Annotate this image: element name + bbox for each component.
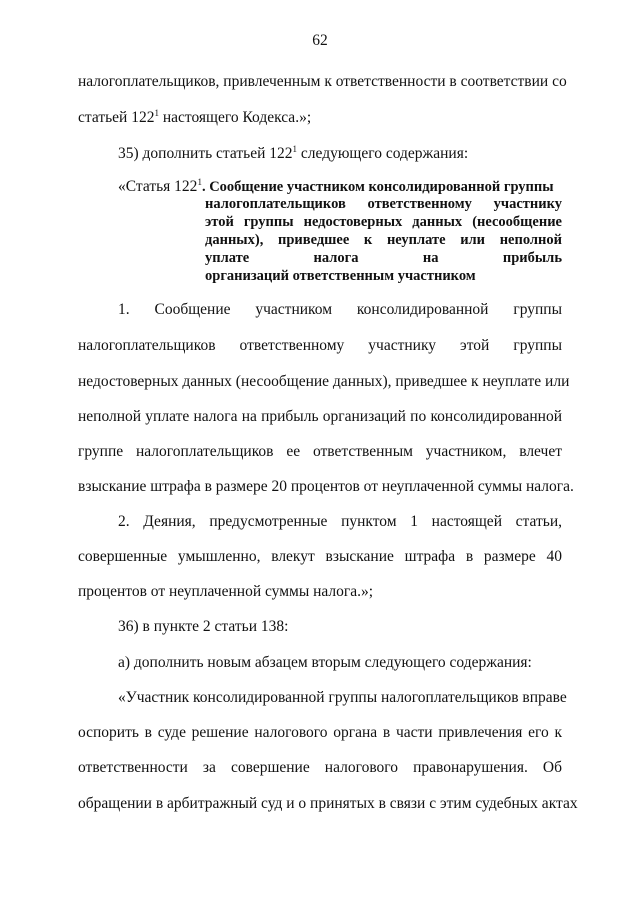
- paragraph-line: налогоплательщиков ответственному участнику этой группы: [78, 337, 562, 354]
- paragraph-line: оспорить в суде решение налогового органа в части привлечения его к: [78, 724, 562, 741]
- heading-line: этой группы недостоверных данных (несообщение: [205, 214, 562, 230]
- page-number: 62: [312, 32, 328, 49]
- superscript: 1: [197, 177, 202, 187]
- paragraph-line: обращении в арбитражный суд и о принятых в связи с этим судебных актах: [78, 795, 578, 812]
- paragraph-line: недостоверных данных (несообщение данных), приведшее к неуплате или: [78, 373, 570, 390]
- paragraph-line: ответственности за совершение налогового правонарушения. Об: [78, 759, 562, 776]
- heading-line: налогоплательщиков ответственному участнику: [205, 196, 562, 212]
- paragraph-line: взыскание штрафа в размере 20 процентов от неуплаченной суммы налога.: [78, 478, 574, 495]
- heading-prefix: «Статья 122: [118, 178, 198, 195]
- heading-line: данных), приведшее к неуплате или неполной: [205, 232, 562, 248]
- paragraph-line: налогоплательщиков, привлеченным к ответственности в соответствии со: [78, 73, 567, 90]
- paragraph-line: совершенные умышленно, влекут взыскание штрафа в размере 40: [78, 548, 562, 565]
- paragraph-line: группе налогоплательщиков ее ответственным участником, влечет: [78, 443, 562, 460]
- superscript: 1: [154, 108, 159, 118]
- paragraph-line: 36) в пункте 2 статьи 138:: [118, 618, 289, 635]
- heading-line: уплате налога на прибыль: [205, 250, 562, 266]
- heading-line: [118, 179, 554, 195]
- heading-line: организаций ответственным участником: [205, 268, 476, 284]
- paragraph-line: [118, 146, 468, 162]
- text-fragment: статьей 122: [78, 109, 155, 126]
- text-fragment: 35) дополнить статьей 122: [118, 145, 293, 162]
- text-fragment: следующего содержания:: [297, 145, 469, 162]
- paragraph-line: [78, 110, 311, 126]
- paragraph-line: а) дополнить новым абзацем вторым следующего содержания:: [118, 654, 532, 671]
- paragraph-line: 2. Деяния, предусмотренные пунктом 1 настоящей статьи,: [118, 513, 562, 530]
- text-fragment: настоящего Кодекса.»;: [158, 109, 312, 126]
- paragraph-line: 1. Сообщение участником консолидированной группы: [118, 301, 562, 318]
- paragraph-line: «Участник консолидированной группы налогоплательщиков вправе: [118, 689, 567, 706]
- superscript: 1: [292, 144, 298, 154]
- paragraph-line: неполной уплате налога на прибыль организаций по консолидированной: [78, 408, 562, 425]
- paragraph-line: процентов от неуплаченной суммы налога.»;: [78, 583, 374, 600]
- heading-title: . Сообщение участником консолидированной группы: [201, 179, 554, 195]
